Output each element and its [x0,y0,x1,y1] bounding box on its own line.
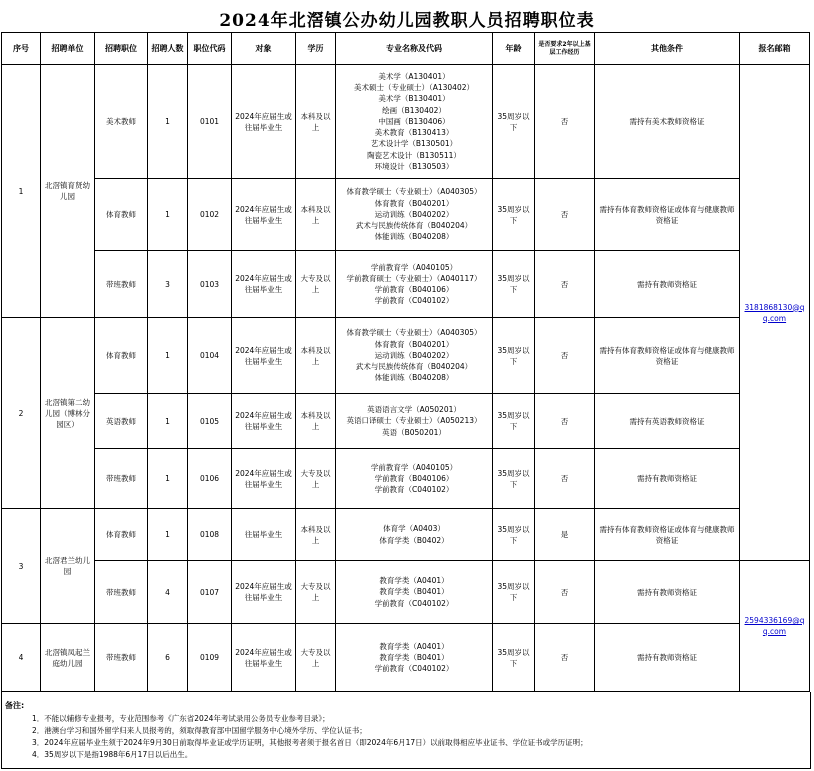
major-item: 教育学类（A0401） [379,641,449,651]
position-name: 带班教师 [95,624,148,692]
major-item: 体育教育（B040201） [374,198,454,208]
major-item: 体能训练（B040208） [374,232,454,242]
table-row [2,561,810,624]
education-level: 大专及以上 [296,449,336,509]
major-item: 中国画（B130406） [378,116,450,126]
major-item: 运动训练（B040202） [374,209,454,219]
experience-required: 否 [535,179,595,251]
major-item: 学前教育（B040106） [374,285,454,294]
age-limit: 35周岁以下 [493,449,535,509]
hire-count: 6 [148,624,188,692]
major-item: 陶瓷艺术设计（B130511） [367,150,461,160]
major-list [336,509,493,561]
table-row [2,318,810,394]
major-list [336,318,493,394]
hire-count: 1 [148,449,188,509]
header-cell: 招聘人数 [148,33,188,65]
header-cell: 年龄 [493,33,535,65]
age-limit: 35周岁以下 [493,394,535,449]
age-limit: 35周岁以下 [493,509,535,561]
header-cell: 学历 [296,33,336,65]
applicant-target: 2024年应届生或往届毕业生 [232,65,296,179]
unit-name: 北滘镇凤起兰庭幼儿园 [41,624,95,692]
education-level: 本科及以上 [296,394,336,449]
major-item: 体育学（A0403） [383,524,445,534]
other-conditions: 需持有体育教师资格证或体育与健康教师资格证 [595,318,740,394]
major-item: 体育学类（B0402） [379,535,449,545]
signup-email[interactable]: 3181868130@qq.com [740,65,810,561]
education-level: 本科及以上 [296,179,336,251]
hire-count: 1 [148,65,188,179]
age-limit: 35周岁以下 [493,251,535,318]
applicant-target: 2024年应届生或往届毕业生 [232,394,296,449]
table-row [2,65,810,179]
position-code: 0108 [188,509,232,561]
major-item: 体育教学硕士（专业硕士）（A040305） [346,328,482,338]
hire-count: 4 [148,561,188,624]
major-item: 美术学（A130401） [378,72,450,82]
table-row [2,624,810,692]
experience-required: 否 [535,318,595,394]
applicant-target: 2024年应届生或往届毕业生 [232,179,296,251]
major-item: 美术学（B130401） [378,94,450,104]
notes-section [1,692,811,769]
major-item: 英语（B050201） [382,427,446,437]
major-item: 教育学类（A0401） [379,576,449,586]
education-level: 本科及以上 [296,318,336,394]
notes-heading: 备注: [5,701,25,710]
position-name: 带班教师 [95,251,148,318]
age-limit: 35周岁以下 [493,65,535,179]
applicant-target: 2024年应届生或往届毕业生 [232,624,296,692]
unit-name: 北滘镇育贤幼儿园 [41,65,95,318]
major-item: 体育教学硕士（专业硕士）（A040305） [346,187,482,197]
header-cell: 其他条件 [595,33,740,65]
major-item: 学前教育硕士（专业硕士）（A040117） [346,273,482,283]
position-code: 0101 [188,65,232,179]
row-number: 3 [2,509,41,624]
major-list [336,394,493,449]
applicant-target: 往届毕业生 [232,509,296,561]
major-item: 艺术设计学（B130501） [370,139,458,149]
position-code: 0106 [188,449,232,509]
table-row [2,449,810,509]
applicant-target: 2024年应届生或往届毕业生 [232,449,296,509]
major-item: 环境设计（B130503） [374,161,454,171]
major-list [336,561,493,624]
other-conditions: 需持有英语教师资格证 [595,394,740,449]
position-name: 体育教师 [95,179,148,251]
position-code: 0109 [188,624,232,692]
position-code: 0102 [188,179,232,251]
other-conditions: 需持有体育教师资格证或体育与健康教师资格证 [595,509,740,561]
major-item: 武术与民族传统体育（B040204） [355,362,473,372]
header-cell: 序号 [2,33,41,65]
major-item: 教育学类（B0401） [379,587,449,597]
major-item: 学前教育（C040102） [374,296,454,306]
position-name: 带班教师 [95,449,148,509]
other-conditions: 需持有美术教师资格证 [595,65,740,179]
position-name: 体育教师 [95,318,148,394]
page-title: 2024年北滘镇公办幼儿园教职人员招聘职位表 [219,11,595,31]
age-limit: 35周岁以下 [493,318,535,394]
row-number: 1 [2,65,41,318]
header-cell: 职位代码 [188,33,232,65]
header-cell: 专业名称及代码 [336,33,493,65]
major-item: 英语语言文学（A050201） [367,405,461,415]
major-item: 运动训练（B040202） [374,350,454,360]
signup-email[interactable]: 2594336169@qq.com [740,561,810,692]
header-cell: 是否要求2年以上基层工作经历 [535,33,595,65]
row-number: 4 [2,624,41,692]
major-item: 绘画（B130402） [382,105,446,115]
major-item: 学前教育学（A040105） [370,262,458,272]
row-number: 2 [2,318,41,509]
experience-required: 否 [535,624,595,692]
position-name: 英语教师 [95,394,148,449]
note-line: 1．不能以辅修专业报考，专业范围参考《广东省2024年考试录用公务员专业参考目录》； [32,714,330,723]
experience-required: 是 [535,509,595,561]
other-conditions: 需持有教师资格证 [595,251,740,318]
other-conditions: 需持有教师资格证 [595,561,740,624]
major-item: 武术与民族传统体育（B040204） [355,221,473,231]
major-item: 教育学类（B0401） [379,652,449,662]
experience-required: 否 [535,394,595,449]
hire-count: 1 [148,179,188,251]
note-line: 3．2024年应届毕业生须于2024年9月30日前取得毕业证或学历证明，其他报考者须于报名首日（即2024年6月17日）以前取得相应毕业证书、学位证书或学历证明； [32,738,588,747]
education-level: 大专及以上 [296,251,336,318]
header-cell: 招聘单位 [41,33,95,65]
major-list [336,65,493,179]
position-name: 美术教师 [95,65,148,179]
major-item: 美术硕士（专业硕士）（A130402） [353,83,474,93]
experience-required: 否 [535,561,595,624]
position-code: 0104 [188,318,232,394]
major-item: 学前教育（C040102） [374,664,454,674]
other-conditions: 需持有教师资格证 [595,624,740,692]
education-level: 大专及以上 [296,624,336,692]
header-cell: 招聘职位 [95,33,148,65]
education-level: 本科及以上 [296,509,336,561]
major-list [336,251,493,318]
hire-count: 1 [148,394,188,449]
major-item: 体育教育（B040201） [374,339,454,349]
header-cell: 报名邮箱 [740,33,810,65]
table-row [2,509,810,561]
major-item: 学前教育（C040102） [374,485,454,495]
major-item: 学前教育学（A040105） [370,462,458,472]
recruitment-table [1,32,810,692]
major-item: 英语口译硕士（专业硕士）（A050213） [346,416,482,426]
hire-count: 3 [148,251,188,318]
education-level: 大专及以上 [296,561,336,624]
experience-required: 否 [535,449,595,509]
header-cell: 对象 [232,33,296,65]
major-list [336,449,493,509]
other-conditions: 需持有体育教师资格证或体育与健康教师资格证 [595,179,740,251]
position-code: 0105 [188,394,232,449]
age-limit: 35周岁以下 [493,624,535,692]
age-limit: 35周岁以下 [493,561,535,624]
table-header-row [2,33,810,65]
position-code: 0103 [188,251,232,318]
applicant-target: 2024年应届生或往届毕业生 [232,561,296,624]
major-item: 学前教育（C040102） [374,598,454,608]
note-line: 2．港澳台学习和国外留学归来人员报考的，须取得教育部中国留学服务中心境外学历、学位认证书； [32,726,367,735]
table-body [2,65,810,692]
major-item: 体能训练（B040208） [374,373,454,383]
position-name: 带班教师 [95,561,148,624]
major-item: 学前教育（B040106） [374,473,454,483]
note-line: 4．35周岁以下是指1988年6月17日以后出生。 [32,750,193,759]
unit-name: 北滘君兰幼儿园 [41,509,95,624]
hire-count: 1 [148,318,188,394]
age-limit: 35周岁以下 [493,179,535,251]
education-level: 本科及以上 [296,65,336,179]
unit-name: 北滘镇第二幼儿园（博林分园区） [41,318,95,509]
table-row [2,179,810,251]
table-row [2,394,810,449]
major-list [336,179,493,251]
position-code: 0107 [188,561,232,624]
applicant-target: 2024年应届生或往届毕业生 [232,251,296,318]
major-item: 美术教育（B130413） [374,128,454,138]
applicant-target: 2024年应届生或往届毕业生 [232,318,296,394]
experience-required: 否 [535,251,595,318]
position-name: 体育教师 [95,509,148,561]
other-conditions: 需持有教师资格证 [595,449,740,509]
table-row [2,251,810,318]
hire-count: 1 [148,509,188,561]
experience-required: 否 [535,65,595,179]
major-list [336,624,493,692]
